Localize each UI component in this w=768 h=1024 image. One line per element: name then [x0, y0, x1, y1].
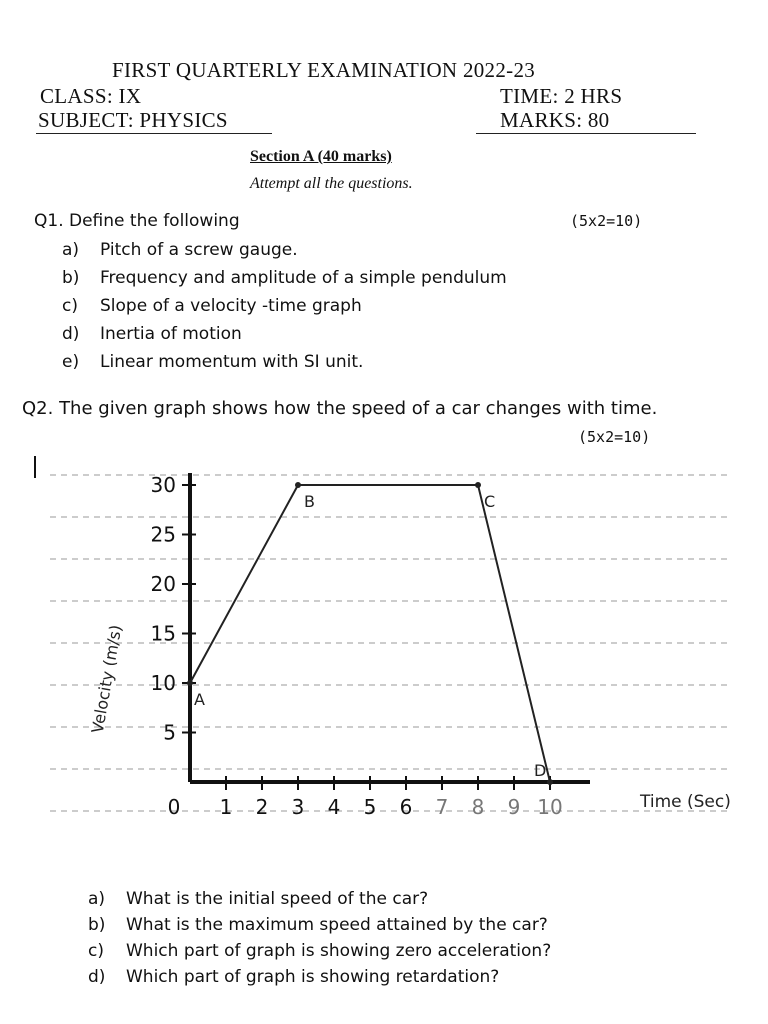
x-tick-label: 8 — [471, 795, 485, 819]
item-text: Which part of graph is showing zero acceleration? — [126, 941, 552, 961]
velocity-time-graph — [40, 455, 740, 875]
list-item — [88, 938, 551, 964]
y-tick-label: 5 — [163, 720, 176, 745]
q2-list — [88, 886, 551, 990]
x-tick-label: 5 — [363, 795, 377, 819]
y-tick-label: 20 — [150, 572, 176, 596]
q2-marks: (5x2=10) — [578, 428, 651, 446]
x-tick-label: 3 — [291, 795, 305, 819]
section-instruction: Attempt all the questions. — [250, 175, 413, 192]
data-point — [295, 482, 301, 488]
series-line — [190, 485, 550, 782]
x-tick-label: 2 — [255, 795, 269, 819]
q1-marks: (5x2=10) — [570, 212, 643, 230]
item-text: Which part of graph is showing retardation? — [126, 967, 500, 987]
list-item — [62, 348, 507, 376]
item-label: d) — [62, 324, 80, 344]
item-text: Slope of a velocity -time graph — [100, 296, 362, 316]
item-label: c) — [62, 296, 78, 316]
y-tick-label: 15 — [150, 621, 176, 646]
data-point — [547, 779, 553, 785]
q2-title: Q2. The given graph shows how the speed of a car changes with time. — [22, 398, 658, 419]
graph-ticks — [151, 473, 563, 819]
list-item — [62, 236, 507, 264]
item-text: Linear momentum with SI unit. — [100, 352, 364, 372]
subject-underline — [36, 133, 272, 134]
item-label: d) — [88, 967, 106, 987]
item-text: Inertia of motion — [100, 324, 242, 344]
item-text: Pitch of a screw gauge. — [100, 240, 298, 260]
y-tick-label: 30 — [150, 473, 176, 497]
item-text: What is the maximum speed attained by the car? — [126, 915, 548, 935]
y-tick-label: 25 — [150, 522, 176, 547]
list-item — [62, 264, 507, 292]
point-label: C — [484, 492, 496, 511]
subject-label: SUBJECT: PHYSICS — [38, 108, 228, 132]
x-axis-label: Time (Sec) — [640, 792, 731, 812]
data-point — [475, 482, 481, 488]
item-text: What is the initial speed of the car? — [126, 889, 429, 909]
item-label: a) — [62, 240, 80, 260]
x-tick-label: 0 — [167, 795, 181, 819]
x-tick-label: 4 — [327, 795, 341, 819]
x-tick-label: 7 — [435, 795, 449, 819]
section-title: Section A (40 marks) — [250, 148, 392, 165]
y-axis-label: Velocity (m/s) — [87, 623, 126, 735]
class-label: CLASS: IX — [40, 84, 142, 108]
x-tick-label: 9 — [507, 795, 521, 819]
item-label: e) — [62, 352, 80, 372]
point-label: D — [534, 761, 547, 780]
list-item — [62, 320, 507, 348]
marks-underline — [476, 133, 696, 134]
q1-list — [62, 236, 507, 376]
item-label: b) — [88, 915, 106, 935]
x-tick-label: 1 — [219, 795, 233, 819]
graph-series — [187, 482, 553, 785]
margin-mark — [34, 456, 36, 478]
marks-label: MARKS: 80 — [500, 108, 610, 132]
q1-title: Q1. Define the following — [34, 211, 240, 231]
x-tick-label: 6 — [399, 795, 413, 819]
x-tick-label: 10 — [537, 795, 563, 819]
list-item — [88, 964, 551, 990]
data-point — [187, 680, 193, 686]
exam-title: FIRST QUARTERLY EXAMINATION 2022-23 — [112, 58, 536, 82]
list-item — [88, 912, 551, 938]
time-label: TIME: 2 HRS — [500, 84, 623, 108]
point-label: A — [194, 690, 205, 709]
point-label: B — [304, 492, 315, 511]
item-label: c) — [88, 941, 104, 961]
item-label: a) — [88, 889, 106, 909]
list-item — [88, 886, 551, 912]
graph-axes — [190, 473, 590, 782]
item-text: Frequency and amplitude of a simple pendulum — [100, 268, 507, 288]
item-label: b) — [62, 268, 80, 288]
list-item — [62, 292, 507, 320]
y-tick-label: 10 — [150, 671, 176, 695]
